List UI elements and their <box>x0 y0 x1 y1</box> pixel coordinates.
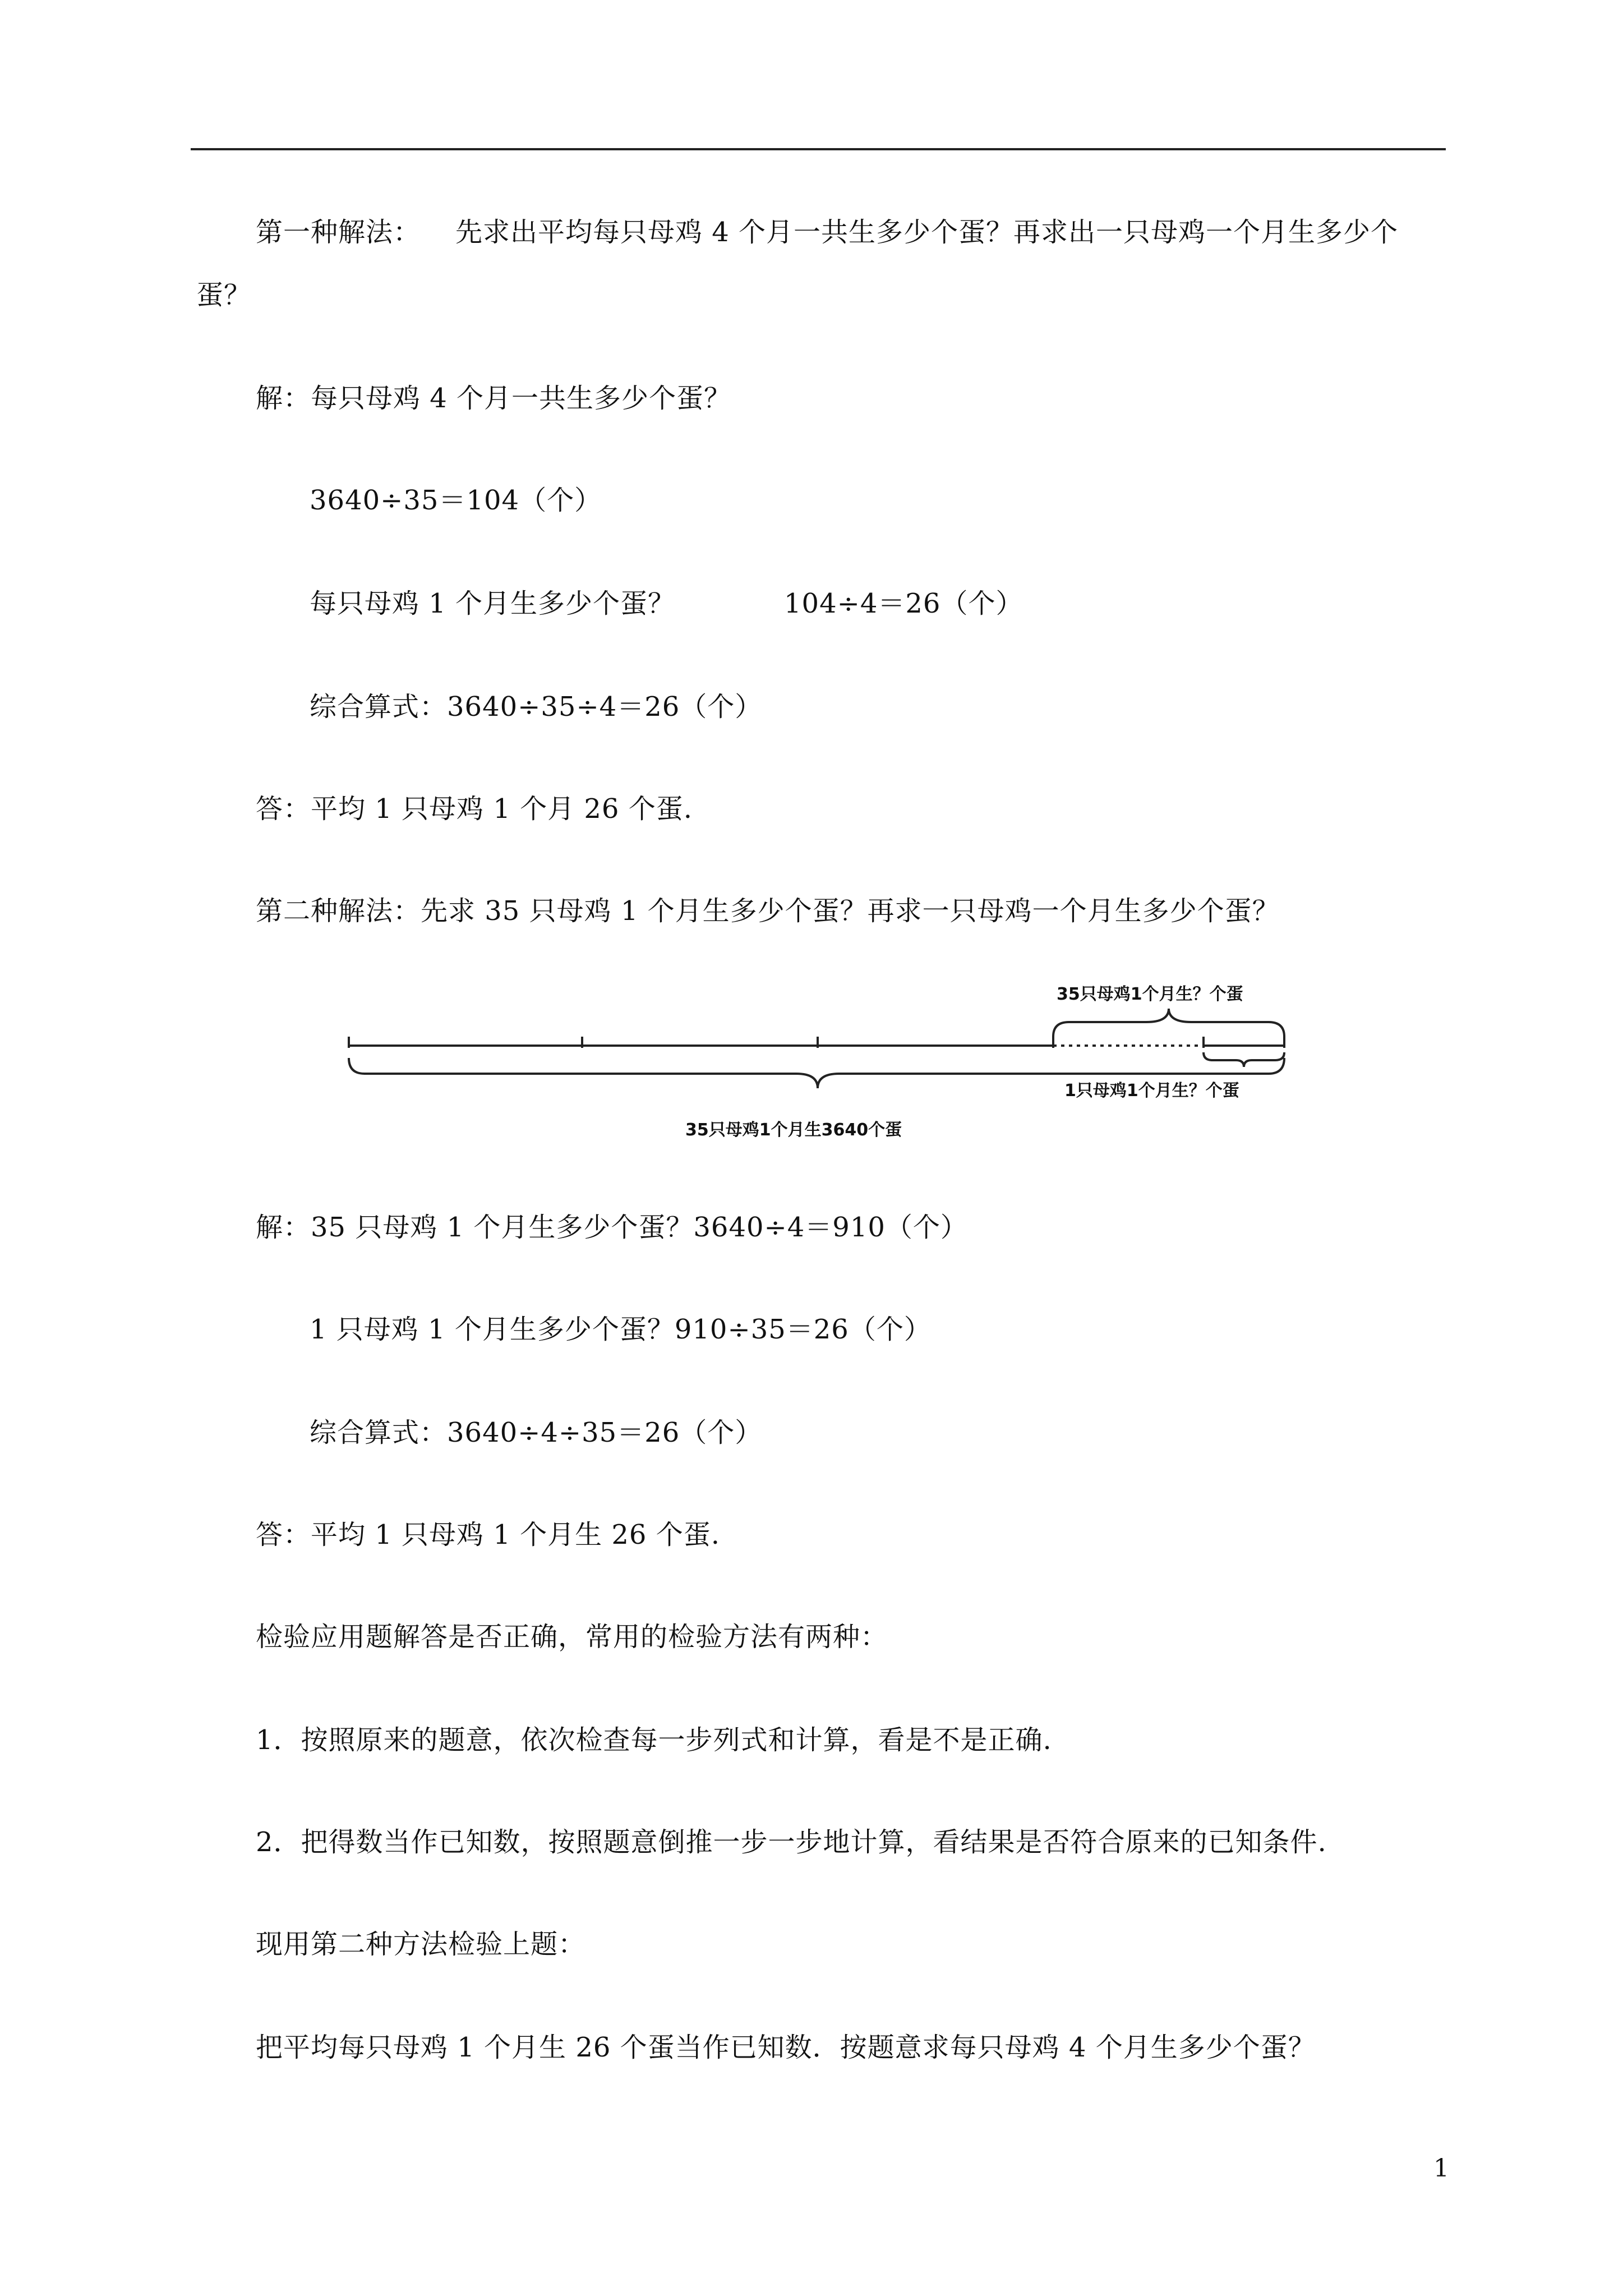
method1-answer: 答：平均 1 只母鸡 1 个月 26 个蛋. <box>256 793 693 825</box>
method1-intro-label: 第一种解法： <box>256 217 421 248</box>
check-item-1: 1．按照原来的题意，依次检查每一步列式和计算，看是不是正确. <box>256 1724 1052 1756</box>
method2-combined: 综合算式：3640÷4÷35＝26（个） <box>310 1417 763 1448</box>
top-label: 35只母鸡1个月生？个蛋 <box>1057 984 1243 1004</box>
method2-step2: 1 只母鸡 1 个月生多少个蛋？910÷35＝26（个） <box>310 1314 932 1345</box>
method2-step1: 解：35 只母鸡 1 个月生多少个蛋？3640÷4＝910（个） <box>256 1212 968 1243</box>
method1-intro-wrap: 蛋？ <box>196 279 252 311</box>
check-now: 现用第二种方法检验上题： <box>256 1929 586 1960</box>
method1-step1: 3640÷35＝104（个） <box>310 485 602 516</box>
method1-step2-question: 每只母鸡 1 个月生多少个蛋？ <box>310 588 676 619</box>
method1-intro-text: 先求出平均每只母鸡 4 个月一共生多少个蛋？再求出一只母鸡一个月生多少个 <box>455 217 1399 248</box>
method1-combined: 综合算式：3640÷35÷4＝26（个） <box>310 691 763 723</box>
segment-diagram <box>336 976 1301 1144</box>
bottom-label: 35只母鸡1个月生3640个蛋 <box>685 1120 902 1140</box>
check-item-2: 2．把得数当作已知数，按照题意倒推一步一步地计算，看结果是否符合原来的已知条件. <box>256 1826 1327 1858</box>
method2-answer: 答：平均 1 只母鸡 1 个月生 26 个蛋. <box>256 1519 720 1550</box>
check-intro: 检验应用题解答是否正确，常用的检验方法有两种： <box>256 1621 888 1653</box>
small-brace <box>1204 1052 1284 1067</box>
method2-intro: 第二种解法：先求 35 只母鸡 1 个月生多少个蛋？再求一只母鸡一个月生多少个蛋？ <box>256 895 1280 927</box>
header-rule <box>191 148 1446 150</box>
page-number: 1 <box>1433 2154 1449 2183</box>
check-final: 把平均每只母鸡 1 个月生 26 个蛋当作已知数．按题意求每只母鸡 4 个月生多少个蛋？ <box>256 2032 1316 2063</box>
method1-step2-calc: 104÷4＝26（个） <box>784 588 1023 619</box>
method1-solution-line: 解：每只母鸡 4 个月一共生多少个蛋？ <box>256 383 732 414</box>
small-label: 1只母鸡1个月生？个蛋 <box>1064 1081 1239 1101</box>
top-brace <box>1053 1009 1284 1037</box>
